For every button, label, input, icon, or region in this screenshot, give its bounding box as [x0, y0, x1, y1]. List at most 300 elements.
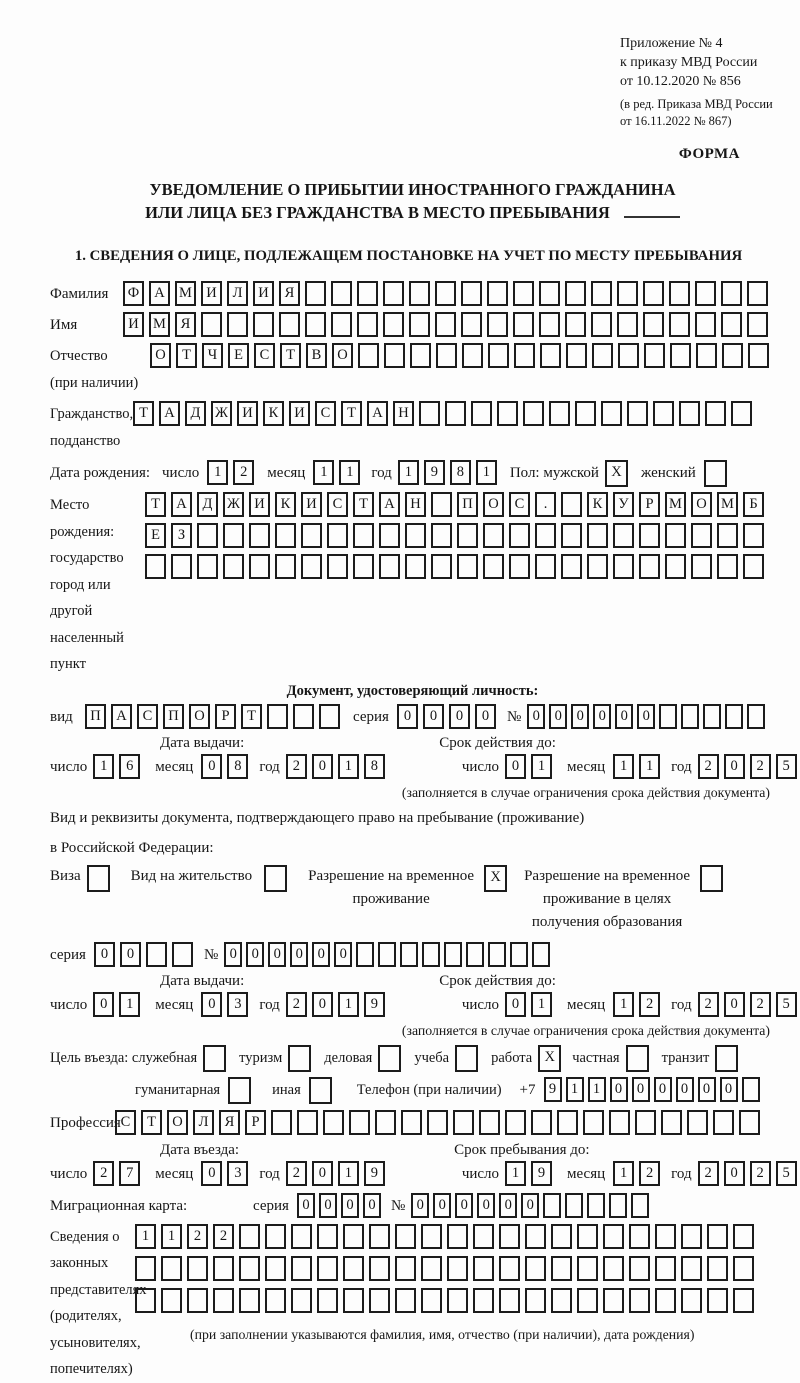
char-box[interactable] — [543, 1193, 561, 1218]
char-box[interactable]: 0 — [724, 1161, 745, 1186]
char-box[interactable]: . — [535, 492, 556, 517]
char-box[interactable]: Д — [197, 492, 218, 517]
char-box[interactable]: 0 — [423, 704, 444, 729]
char-box[interactable]: 0 — [521, 1193, 539, 1218]
char-box[interactable]: 0 — [201, 754, 222, 779]
char-box[interactable]: 1 — [588, 1077, 606, 1102]
char-box[interactable]: А — [111, 704, 132, 729]
char-box[interactable] — [487, 312, 508, 337]
char-box[interactable] — [357, 281, 378, 306]
char-box[interactable] — [577, 1256, 598, 1281]
char-box[interactable] — [695, 281, 716, 306]
char-box[interactable] — [561, 523, 582, 548]
char-box[interactable] — [395, 1256, 416, 1281]
char-box[interactable]: 2 — [698, 992, 719, 1017]
char-box[interactable] — [627, 401, 648, 426]
char-box[interactable]: 9 — [364, 992, 385, 1017]
char-box[interactable] — [721, 281, 742, 306]
char-box[interactable] — [422, 942, 440, 967]
char-box[interactable]: 7 — [119, 1161, 140, 1186]
char-box[interactable] — [643, 281, 664, 306]
char-box[interactable] — [395, 1288, 416, 1313]
char-box[interactable] — [421, 1288, 442, 1313]
char-box[interactable]: И — [289, 401, 310, 426]
char-box[interactable]: 2 — [750, 992, 771, 1017]
char-box[interactable] — [715, 1045, 738, 1072]
char-box[interactable] — [681, 1224, 702, 1249]
char-box[interactable] — [471, 401, 492, 426]
char-box[interactable] — [499, 1224, 520, 1249]
char-box[interactable] — [583, 1110, 604, 1135]
char-box[interactable] — [444, 942, 462, 967]
char-box[interactable]: Т — [141, 1110, 162, 1135]
char-box[interactable] — [461, 312, 482, 337]
char-box[interactable] — [473, 1288, 494, 1313]
char-box[interactable]: П — [85, 704, 106, 729]
char-box[interactable]: Л — [227, 281, 248, 306]
char-box[interactable]: О — [167, 1110, 188, 1135]
char-box[interactable] — [488, 343, 509, 368]
char-box[interactable] — [249, 523, 270, 548]
char-box[interactable] — [601, 401, 622, 426]
char-box[interactable]: О — [483, 492, 504, 517]
char-box[interactable] — [353, 523, 374, 548]
char-box[interactable] — [670, 343, 691, 368]
char-box[interactable]: 0 — [363, 1193, 381, 1218]
char-box[interactable] — [319, 704, 340, 729]
char-box[interactable]: 1 — [338, 992, 359, 1017]
char-box[interactable] — [525, 1224, 546, 1249]
char-box[interactable] — [488, 942, 506, 967]
char-box[interactable]: 2 — [286, 754, 307, 779]
char-box[interactable] — [505, 1110, 526, 1135]
char-box[interactable] — [707, 1224, 728, 1249]
char-box[interactable]: Р — [245, 1110, 266, 1135]
char-box[interactable]: И — [253, 281, 274, 306]
char-box[interactable]: 0 — [93, 992, 114, 1017]
char-box[interactable]: 2 — [187, 1224, 208, 1249]
char-box[interactable]: 3 — [227, 1161, 248, 1186]
char-box[interactable]: 0 — [120, 942, 141, 967]
char-box[interactable]: Т — [133, 401, 154, 426]
char-box[interactable] — [691, 554, 712, 579]
char-box[interactable] — [279, 312, 300, 337]
char-box[interactable]: 0 — [632, 1077, 650, 1102]
char-box[interactable] — [378, 1045, 401, 1072]
char-box[interactable] — [587, 523, 608, 548]
char-box[interactable] — [691, 523, 712, 548]
char-box[interactable] — [349, 1110, 370, 1135]
char-box[interactable] — [265, 1288, 286, 1313]
char-box[interactable] — [264, 865, 287, 892]
char-box[interactable]: 0 — [610, 1077, 628, 1102]
char-box[interactable]: 0 — [724, 754, 745, 779]
char-box[interactable] — [539, 312, 560, 337]
char-box[interactable]: Б — [743, 492, 764, 517]
char-box[interactable] — [172, 942, 193, 967]
char-box[interactable]: Е — [228, 343, 249, 368]
char-box[interactable]: 2 — [639, 992, 660, 1017]
char-box[interactable] — [145, 554, 166, 579]
char-box[interactable] — [466, 942, 484, 967]
char-box[interactable] — [725, 704, 743, 729]
char-box[interactable] — [395, 1224, 416, 1249]
char-box[interactable] — [535, 554, 556, 579]
char-box[interactable] — [369, 1224, 390, 1249]
char-box[interactable]: М — [665, 492, 686, 517]
char-box[interactable]: 1 — [566, 1077, 584, 1102]
char-box[interactable] — [305, 281, 326, 306]
char-box[interactable]: Ф — [123, 281, 144, 306]
char-box[interactable] — [499, 1256, 520, 1281]
char-box[interactable]: 0 — [201, 992, 222, 1017]
char-box[interactable]: Н — [405, 492, 426, 517]
char-box[interactable] — [249, 554, 270, 579]
char-box[interactable]: Т — [241, 704, 262, 729]
char-box[interactable]: С — [115, 1110, 136, 1135]
char-box[interactable]: 0 — [312, 754, 333, 779]
char-box[interactable] — [305, 312, 326, 337]
char-box[interactable] — [617, 312, 638, 337]
char-box[interactable] — [525, 1256, 546, 1281]
char-box[interactable] — [187, 1288, 208, 1313]
char-box[interactable] — [626, 1045, 649, 1072]
char-box[interactable] — [435, 281, 456, 306]
char-box[interactable] — [275, 523, 296, 548]
char-box[interactable] — [609, 1110, 630, 1135]
char-box[interactable] — [681, 1288, 702, 1313]
char-box[interactable] — [369, 1288, 390, 1313]
char-box[interactable] — [705, 401, 726, 426]
char-box[interactable]: 0 — [201, 1161, 222, 1186]
char-box[interactable]: Ч — [202, 343, 223, 368]
char-box[interactable] — [327, 554, 348, 579]
char-box[interactable]: 0 — [698, 1077, 716, 1102]
char-box[interactable] — [717, 523, 738, 548]
char-box[interactable] — [265, 1256, 286, 1281]
char-box[interactable]: Т — [341, 401, 362, 426]
char-box[interactable] — [473, 1224, 494, 1249]
char-box[interactable] — [146, 942, 167, 967]
char-box[interactable]: 0 — [94, 942, 115, 967]
char-box[interactable]: 1 — [398, 460, 419, 485]
char-box[interactable] — [747, 281, 768, 306]
char-box[interactable]: 2 — [233, 460, 254, 485]
char-box[interactable] — [473, 1256, 494, 1281]
char-box[interactable] — [271, 1110, 292, 1135]
char-box[interactable] — [409, 281, 430, 306]
char-box[interactable] — [317, 1288, 338, 1313]
char-box[interactable] — [603, 1256, 624, 1281]
char-box[interactable] — [748, 343, 769, 368]
char-box[interactable] — [405, 554, 426, 579]
char-box[interactable] — [513, 312, 534, 337]
char-box[interactable]: Т — [280, 343, 301, 368]
char-box[interactable]: 1 — [119, 992, 140, 1017]
char-box[interactable] — [187, 1256, 208, 1281]
char-box[interactable] — [135, 1288, 156, 1313]
char-box[interactable] — [384, 343, 405, 368]
char-box[interactable]: 2 — [750, 754, 771, 779]
char-box[interactable] — [383, 312, 404, 337]
char-box[interactable]: О — [332, 343, 353, 368]
char-box[interactable] — [707, 1288, 728, 1313]
char-box[interactable]: Т — [145, 492, 166, 517]
char-box[interactable] — [483, 523, 504, 548]
char-box[interactable]: К — [263, 401, 284, 426]
char-box[interactable] — [201, 312, 222, 337]
char-box[interactable] — [721, 312, 742, 337]
char-box[interactable]: 0 — [312, 992, 333, 1017]
char-box[interactable]: С — [327, 492, 348, 517]
char-box[interactable] — [323, 1110, 344, 1135]
char-box[interactable] — [561, 492, 582, 517]
char-box[interactable]: А — [367, 401, 388, 426]
char-box[interactable] — [331, 312, 352, 337]
char-box[interactable] — [267, 704, 288, 729]
char-box[interactable] — [223, 554, 244, 579]
char-box[interactable] — [561, 554, 582, 579]
char-box[interactable] — [742, 1077, 760, 1102]
char-box[interactable]: X — [605, 460, 628, 487]
char-box[interactable] — [535, 523, 556, 548]
char-box[interactable] — [747, 704, 765, 729]
char-box[interactable] — [401, 1110, 422, 1135]
char-box[interactable]: Е — [145, 523, 166, 548]
char-box[interactable]: И — [123, 312, 144, 337]
char-box[interactable] — [447, 1288, 468, 1313]
char-box[interactable]: 0 — [475, 704, 496, 729]
char-box[interactable] — [275, 554, 296, 579]
char-box[interactable] — [713, 1110, 734, 1135]
char-box[interactable] — [203, 1045, 226, 1072]
char-box[interactable]: О — [150, 343, 171, 368]
char-box[interactable]: 0 — [477, 1193, 495, 1218]
char-box[interactable] — [239, 1288, 260, 1313]
char-box[interactable]: 9 — [544, 1077, 562, 1102]
char-box[interactable] — [639, 523, 660, 548]
char-box[interactable] — [343, 1224, 364, 1249]
char-box[interactable] — [197, 523, 218, 548]
char-box[interactable] — [309, 1077, 332, 1104]
char-box[interactable] — [739, 1110, 760, 1135]
char-box[interactable] — [431, 492, 452, 517]
char-box[interactable] — [549, 401, 570, 426]
char-box[interactable]: О — [189, 704, 210, 729]
char-box[interactable] — [577, 1288, 598, 1313]
char-box[interactable]: 0 — [549, 704, 567, 729]
char-box[interactable]: X — [484, 865, 507, 892]
char-box[interactable] — [379, 523, 400, 548]
char-box[interactable]: 0 — [654, 1077, 672, 1102]
char-box[interactable]: У — [613, 492, 634, 517]
char-box[interactable]: 0 — [720, 1077, 738, 1102]
char-box[interactable] — [532, 942, 550, 967]
char-box[interactable] — [358, 343, 379, 368]
char-box[interactable] — [431, 554, 452, 579]
char-box[interactable]: Т — [176, 343, 197, 368]
char-box[interactable] — [665, 554, 686, 579]
char-box[interactable] — [743, 523, 764, 548]
char-box[interactable] — [453, 1110, 474, 1135]
char-box[interactable]: Я — [175, 312, 196, 337]
char-box[interactable] — [643, 312, 664, 337]
char-box[interactable]: 1 — [613, 992, 634, 1017]
char-box[interactable]: 1 — [476, 460, 497, 485]
char-box[interactable] — [510, 942, 528, 967]
char-box[interactable]: С — [254, 343, 275, 368]
char-box[interactable]: 1 — [93, 754, 114, 779]
char-box[interactable] — [631, 1193, 649, 1218]
char-box[interactable] — [343, 1256, 364, 1281]
char-box[interactable]: Я — [219, 1110, 240, 1135]
char-box[interactable] — [639, 554, 660, 579]
char-box[interactable] — [291, 1256, 312, 1281]
char-box[interactable] — [317, 1256, 338, 1281]
char-box[interactable] — [587, 554, 608, 579]
char-box[interactable] — [539, 281, 560, 306]
char-box[interactable]: М — [149, 312, 170, 337]
char-box[interactable] — [375, 1110, 396, 1135]
char-box[interactable] — [722, 343, 743, 368]
char-box[interactable]: 2 — [750, 1161, 771, 1186]
char-box[interactable]: 5 — [776, 992, 797, 1017]
char-box[interactable] — [661, 1110, 682, 1135]
char-box[interactable] — [353, 554, 374, 579]
char-box[interactable]: И — [201, 281, 222, 306]
char-box[interactable]: 0 — [499, 1193, 517, 1218]
char-box[interactable]: 2 — [286, 1161, 307, 1186]
char-box[interactable] — [331, 281, 352, 306]
char-box[interactable]: 2 — [213, 1224, 234, 1249]
char-box[interactable]: 0 — [246, 942, 264, 967]
char-box[interactable] — [733, 1256, 754, 1281]
char-box[interactable]: 0 — [290, 942, 308, 967]
char-box[interactable]: 0 — [341, 1193, 359, 1218]
char-box[interactable] — [317, 1224, 338, 1249]
char-box[interactable]: 5 — [776, 1161, 797, 1186]
char-box[interactable]: Л — [193, 1110, 214, 1135]
char-box[interactable] — [457, 554, 478, 579]
char-box[interactable]: 9 — [364, 1161, 385, 1186]
char-box[interactable] — [577, 1224, 598, 1249]
char-box[interactable] — [301, 554, 322, 579]
char-box[interactable] — [592, 343, 613, 368]
char-box[interactable]: Р — [639, 492, 660, 517]
char-box[interactable]: 1 — [531, 992, 552, 1017]
char-box[interactable]: 2 — [639, 1161, 660, 1186]
char-box[interactable]: И — [301, 492, 322, 517]
char-box[interactable] — [743, 554, 764, 579]
char-box[interactable] — [356, 942, 374, 967]
char-box[interactable] — [427, 1110, 448, 1135]
char-box[interactable]: 0 — [615, 704, 633, 729]
char-box[interactable]: 1 — [639, 754, 660, 779]
char-box[interactable] — [161, 1256, 182, 1281]
char-box[interactable] — [733, 1224, 754, 1249]
char-box[interactable] — [565, 1193, 583, 1218]
char-box[interactable]: 0 — [637, 704, 655, 729]
char-box[interactable]: Ж — [211, 401, 232, 426]
char-box[interactable] — [400, 942, 418, 967]
char-box[interactable]: 0 — [505, 992, 526, 1017]
char-box[interactable] — [659, 704, 677, 729]
char-box[interactable]: О — [691, 492, 712, 517]
char-box[interactable] — [717, 554, 738, 579]
char-box[interactable]: 5 — [776, 754, 797, 779]
char-box[interactable] — [653, 401, 674, 426]
char-box[interactable] — [228, 1077, 251, 1104]
char-box[interactable]: 0 — [527, 704, 545, 729]
char-box[interactable] — [223, 523, 244, 548]
char-box[interactable]: X — [538, 1045, 561, 1072]
char-box[interactable] — [197, 554, 218, 579]
char-box[interactable] — [703, 704, 721, 729]
char-box[interactable]: З — [171, 523, 192, 548]
char-box[interactable] — [447, 1224, 468, 1249]
char-box[interactable] — [378, 942, 396, 967]
char-box[interactable] — [135, 1256, 156, 1281]
char-box[interactable] — [557, 1110, 578, 1135]
char-box[interactable]: 8 — [227, 754, 248, 779]
char-box[interactable] — [509, 554, 530, 579]
char-box[interactable]: Я — [279, 281, 300, 306]
char-box[interactable] — [327, 523, 348, 548]
char-box[interactable] — [462, 343, 483, 368]
char-box[interactable] — [513, 281, 534, 306]
char-box[interactable] — [499, 1288, 520, 1313]
char-box[interactable]: Т — [353, 492, 374, 517]
char-box[interactable] — [669, 281, 690, 306]
char-box[interactable] — [445, 401, 466, 426]
char-box[interactable] — [575, 401, 596, 426]
char-box[interactable] — [635, 1110, 656, 1135]
char-box[interactable] — [669, 312, 690, 337]
char-box[interactable] — [461, 281, 482, 306]
char-box[interactable] — [525, 1288, 546, 1313]
char-box[interactable]: Н — [393, 401, 414, 426]
char-box[interactable] — [655, 1288, 676, 1313]
char-box[interactable]: И — [249, 492, 270, 517]
char-box[interactable]: А — [149, 281, 170, 306]
char-box[interactable] — [343, 1288, 364, 1313]
char-box[interactable] — [239, 1224, 260, 1249]
char-box[interactable] — [551, 1224, 572, 1249]
char-box[interactable]: 0 — [297, 1193, 315, 1218]
char-box[interactable] — [431, 523, 452, 548]
char-box[interactable]: А — [159, 401, 180, 426]
char-box[interactable] — [565, 312, 586, 337]
char-box[interactable] — [681, 704, 699, 729]
char-box[interactable]: 0 — [676, 1077, 694, 1102]
char-box[interactable] — [479, 1110, 500, 1135]
char-box[interactable] — [301, 523, 322, 548]
char-box[interactable] — [497, 401, 518, 426]
char-box[interactable] — [681, 1256, 702, 1281]
char-box[interactable]: 8 — [450, 460, 471, 485]
char-box[interactable] — [161, 1288, 182, 1313]
char-box[interactable]: К — [275, 492, 296, 517]
char-box[interactable] — [405, 523, 426, 548]
char-box[interactable]: 0 — [724, 992, 745, 1017]
char-box[interactable] — [213, 1288, 234, 1313]
char-box[interactable] — [655, 1224, 676, 1249]
char-box[interactable] — [618, 343, 639, 368]
char-box[interactable] — [587, 1193, 605, 1218]
char-box[interactable] — [436, 343, 457, 368]
char-box[interactable]: 1 — [339, 460, 360, 485]
char-box[interactable]: Ж — [223, 492, 244, 517]
